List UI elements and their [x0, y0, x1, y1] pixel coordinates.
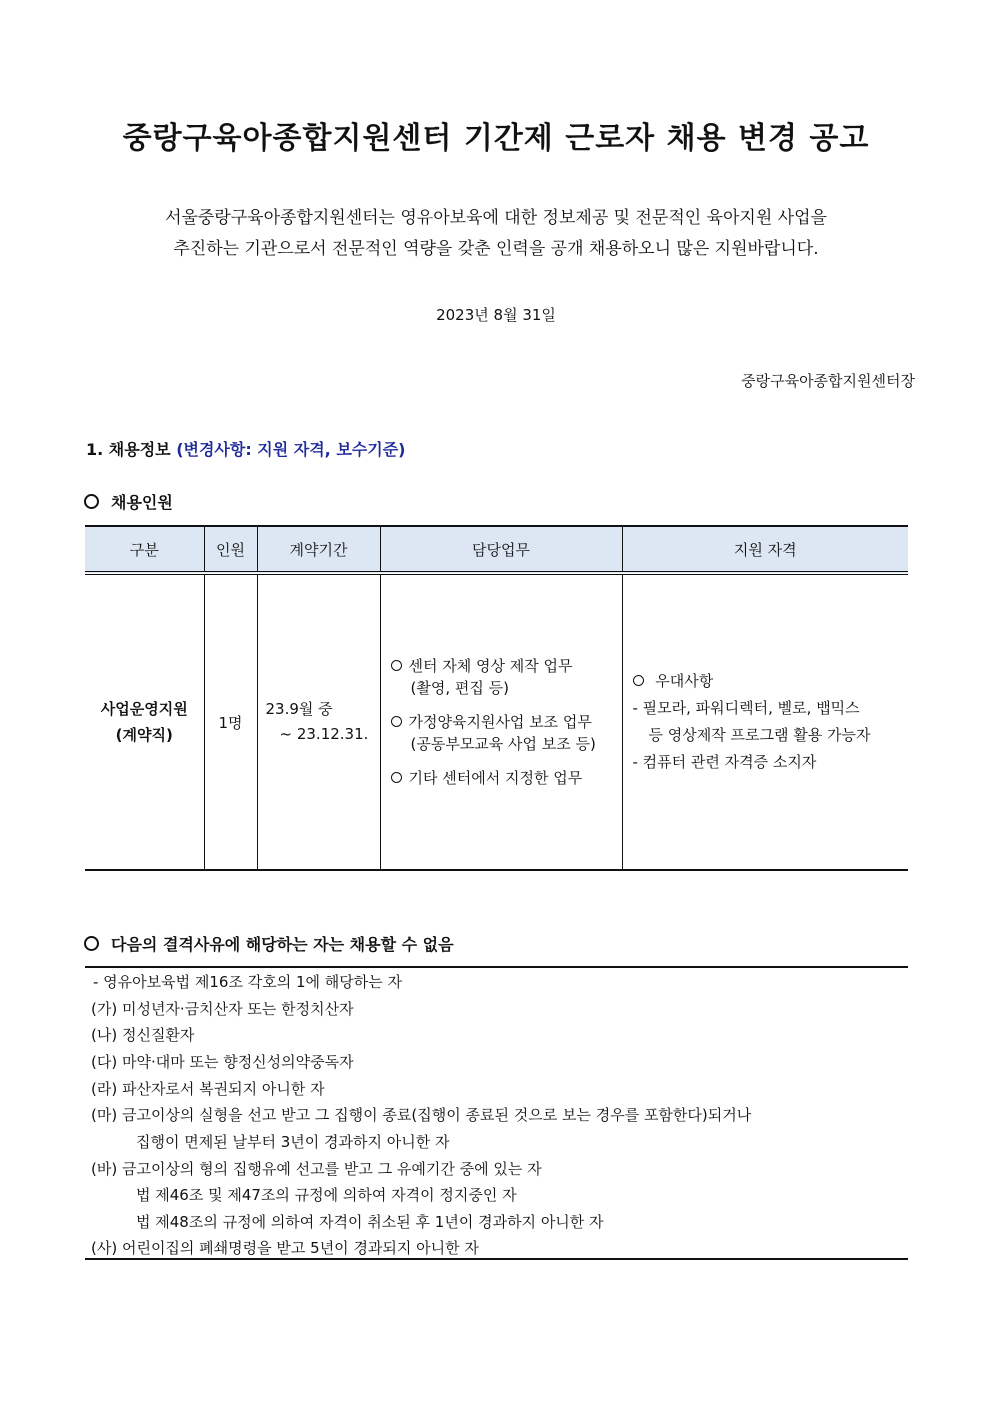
duty-item: 센터 자체 영상 제작 업무 (촬영, 편집 등): [391, 655, 622, 699]
circle-bullet-icon: [84, 494, 99, 509]
header-category: 구분: [85, 526, 204, 573]
change-note: (변경사항: 지원 자격, 보수기준): [176, 440, 406, 459]
cell-duties: [380, 573, 622, 870]
section-title: 1. 채용정보: [86, 440, 177, 459]
cell-count: 1명: [204, 573, 257, 870]
circle-bullet-icon: [391, 716, 402, 727]
list-item: (바) 금고이상의 형의 집행유예 선고를 받고 그 유예기간 중에 있는 자: [91, 1160, 542, 1178]
announcement-date: 2023년 8월 31일: [436, 306, 556, 324]
section-heading-recruitment-info: [86, 437, 405, 460]
list-item: 법 제48조의 규정에 의하여 자격이 취소된 후 1년이 경과하지 아니한 자: [136, 1213, 604, 1231]
cell-category: 사업운영지원 (계약직): [85, 573, 204, 870]
list-item: (가) 미성년자·금치산자 또는 한정치산자: [91, 1000, 354, 1018]
duty-item: 기타 센터에서 지정한 업무: [391, 767, 622, 789]
circle-bullet-icon: [391, 772, 402, 783]
table-row: [85, 573, 908, 870]
header-qualification: 지원 자격: [622, 526, 908, 573]
circle-bullet-icon: [84, 936, 99, 951]
header-duties: 담당업무: [380, 526, 622, 573]
table-header-row: [85, 526, 908, 573]
circle-bullet-icon: [391, 660, 402, 671]
header-count: 인원: [204, 526, 257, 573]
list-item: - 영유아보육법 제16조 각호의 1에 해당하는 자: [93, 973, 402, 991]
disqualification-heading: [84, 932, 454, 955]
recruit-count-label: 채용인원: [111, 493, 173, 512]
page-title: 중랑구육아종합지원센터 기간제 근로자 채용 변경 공고: [122, 121, 870, 156]
recruitment-table: [85, 525, 908, 871]
list-item: (사) 어린이집의 폐쇄명령을 받고 5년이 경과되지 아니한 자: [91, 1239, 479, 1257]
intro-paragraph: [0, 203, 992, 265]
recruit-count-heading: [84, 490, 173, 513]
list-item: (나) 정신질환자: [91, 1026, 195, 1044]
cell-period: 23.9월 중 ~ 23.12.31.: [257, 573, 380, 870]
disqualification-label: 다음의 결격사유에 해당하는 자는 채용할 수 없음: [111, 935, 454, 954]
list-item: (라) 파산자로서 복권되지 아니한 자: [91, 1080, 325, 1098]
duty-item: 가정양육지원사업 보조 업무 (공동부모교육 사업 보조 등): [391, 711, 622, 755]
cell-qualification: 우대사항 - 필모라, 파워디렉터, 벨로, 뱁믹스 등 영상제작 프로그램 활용 가능자 - 컴퓨터 관련 자격증 소지자: [622, 573, 908, 870]
list-item: 법 제46조 및 제47조의 규정에 의하여 자격이 정지중인 자: [136, 1186, 517, 1204]
list-item: 집행이 면제된 날부터 3년이 경과하지 아니한 자: [136, 1133, 450, 1151]
intro-line-2: 추진하는 기관으로서 전문적인 역량을 갖춘 인력을 공개 채용하오니 많은 지원바랍니다.: [173, 239, 819, 259]
intro-line-1: 서울중랑구육아종합지원센터는 영유아보육에 대한 정보제공 및 전문적인 육아지원 사업을: [165, 208, 827, 228]
list-item: (마) 금고이상의 실형을 선고 받고 그 집행이 종료(집행이 종료된 것으로 보는 경우를 포함한다)되거나: [91, 1106, 752, 1124]
header-period: 계약기간: [257, 526, 380, 573]
circle-bullet-icon: [633, 675, 644, 686]
disqualification-list: [85, 966, 908, 1260]
signer: 중랑구육아종합지원센터장: [741, 372, 915, 390]
list-item: (다) 마약·대마 또는 향정신성의약중독자: [91, 1053, 354, 1071]
